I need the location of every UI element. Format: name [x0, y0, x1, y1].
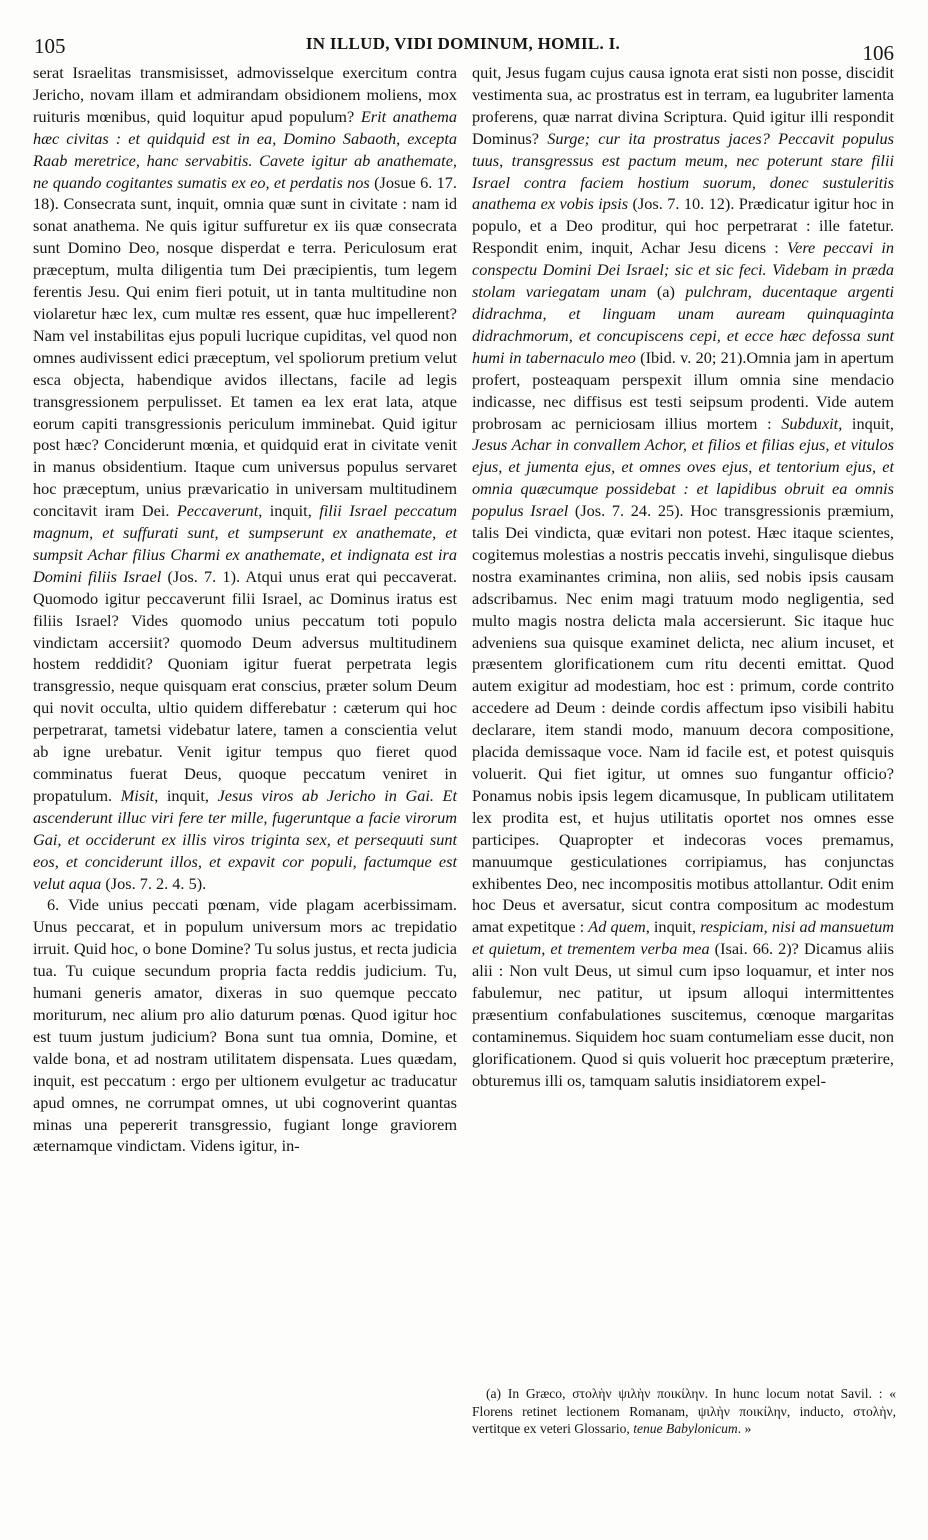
left-column [33, 62, 457, 1157]
right-paragraph-1 [472, 62, 894, 1092]
text-run: (Isai. 66. 2)? Dicamus aliis alii : Non vult Deus, ut simul cum ipso loquamur, et inter nos fabulemur, nec patitur, ut ipsum alloqui intermittentes præsentium confabulationes suscitemus, cœnoque margaritas contaminemus. Siquidem hoc suam contumeliam esse ducit, non glorificationem. Quod si quis voluerit hoc præceptum præterire, obturemus illi os, tamquam salutis insidiatorem expel- [472, 939, 894, 1090]
text-run: (Josue 6. 17. 18). Consecrata sunt, inquit, omnia quæ sunt in civitate : nam id sonat anathema. Ne quis igitur suffuretur ex iis quæ consecrata sunt Domino Deo, nosque disperdat e terra. Periculosum erat præceptum, multa diligentia tum Dei præcipientis, tum legem ferentis Jesu. Qui enim fieri potuit, ut in tanta multitudine non violaretur hæc lex, cum multæ res essent, quæ huc impellerent? Nam vel instabilitas ejus populi lucrique cupiditas, vel quod non omnes audivissent edici præceptum, vel spoliorum pretium velut esca objecta, habendique avidos illectans, facile ad legis transgressionem perpulisset. Et tamen ea lex erat lata, atque eorum capiti transgressionis periculum imminebat. Quid igitur post hæc? Conciderunt mœnia, et quidquid erat in civitate venit in manus obsidentium. Itaque cum universus populus servaret hoc præceptum, unius prævaricatio in universam multitudinem concitavit iram Dei. [33, 172, 457, 521]
scripture-quote: filii Israel peccatum magnum, et suffurati sunt, et sumpserunt ex anathemate, et sumpsit Achar filius Charmi ex anathemate, et indignata est ira Domini filiis Israel [33, 501, 457, 586]
scripture-quote: Surge; cur ita prostratus jaces? Peccavit populus tuus, transgressus est pactum meum, nec poterunt stare filii Israel contra faciem hostium suorum, donec sustuleritis anathema ex vobis ipsis [472, 128, 894, 214]
text-run: , inquit, [645, 917, 701, 937]
text-run: quit, Jesus fugam cujus causa ignota erat sisti non posse, discidit vestimenta sua, ac prostratus est in terram, ea lugubriter lamenta proferens, quæ narrat divina Scriptura. Quid igitur illi respondit Dominus? [472, 63, 894, 148]
footnote-a [472, 1385, 896, 1438]
right-column [472, 62, 894, 1092]
scripture-quote: Erit anathema hæc civitas : et quidquid est in ea, Domino Sabaoth, excepta Raab meretrice, hanc servabitis. Cavete igitur ab anathemate, ne quando cogitantes sumatis ex eo, et perdatis nos [33, 106, 457, 192]
running-header [30, 28, 896, 65]
left-paragraph-2 [33, 894, 457, 1157]
text-run: , inquit, [258, 501, 320, 521]
footnote-italic: tenue Babylonicum [633, 1421, 738, 1436]
scripture-quote: Jesus Achar in convallem Achor, et filios et filias ejus, et vitulos ejus, et jumenta ejus, et omnes oves ejus, et tentorium ejus, et omnia quæcumque possidebat : et lapidibus obruit ea omnis populus Israel [472, 435, 894, 521]
right-page-number: 106 [862, 41, 894, 65]
text-run: . » [737, 1421, 752, 1436]
running-title: IN ILLUD, VIDI DOMINUM, HOMIL. I. [305, 34, 621, 53]
text-run: (Jos. 7. 2. 4. 5). [101, 873, 207, 893]
footnote [472, 1385, 896, 1438]
text-run: (Jos. 7. 10. 12). Prædicatur igitur hoc in populo, et a Deo proditur, qui hoc perpetrarat : ille fatetur. Respondit enim, inquit, Achar Jesu dicens : [472, 194, 895, 258]
scripture-quote: respiciam, nisi ad mansuetum et quietum, et trementem verba mea [472, 917, 895, 959]
scripture-quote: pulchram, ducentaque argenti didrachma, et linguam unam auream quinquaginta didrachmorum, et concupiscens cepi, et ecce hæc defossa sunt humi in tabernaculo meo [472, 282, 894, 367]
scripture-quote: Jesus viros ab Jericho in Gai. Et ascenderunt illuc viri fere ter mille, fugeruntque a facie virorum Gai, et occiderunt ex illis viros triginta sex, et persequuti sunt eos, et conciderunt illos, et expavit cor populi, factumque est velut aqua [33, 785, 458, 893]
text-run: (Ibid. v. 20; 21).Omnia jam in apertum profert, posteaquam perspexit illum omnia sine mendacio indicasse, nec diffisus est testi seipsum prodenti. Vide autem probrosam ac perniciosam illius mortem : [472, 347, 894, 433]
scripture-quote: Vere peccavi in conspectu Domini Dei Israel; sic et sic feci. Videbam in præda stolam variegatam unam [472, 238, 894, 302]
scripture-quote: Subduxit [781, 413, 839, 433]
scripture-quote: Ad quem [588, 917, 646, 937]
text-run: , inquit, [154, 785, 218, 805]
text-run: (Jos. 7. 1). Atqui unus erat qui peccaverat. Quomodo igitur peccaverunt filii Israel, ac Dominus iratus est filiis Israel? Vides quomodo unius peccatum toti populo vindictam accersiit? quomodo Deum adversus multitudinem hostem reddidit? Quoniam igitur fuerat perpetrata legis transgressio, neque quisquam erat conscius, præter solum Deum qui novit occulta, ultio quidem differebatur : cæterum qui hoc perpetrarat, tametsi videbatur latere, tamen a conscientia velut ab igne urebatur. Venit igitur tempus quo fieret quod comminatus fuerat Deus, quoque peccatum veniret in propatulum. [33, 566, 457, 805]
left-page-number: 105 [34, 34, 66, 58]
scripture-quote: Misit [120, 785, 155, 805]
text-run: 6. Vide unius peccati pœnam, vide plagam acerbissimam. Unus peccarat, et in populum universum mors ac trepidatio irruit. Quid hoc, o bone Domine? Tu solus justus, et recta judicia tua. Tu cuique secundum propria facta reddis judicium. Tu, humani generis amator, dixeras in suo quemque peccato moriturum, nec alium pro alio daturum pœnas. Quod igitur hoc est tuum justum judicium? Bona sunt tua omnia, Domine, et valde bona, et ad nostram utilitatem dispensata. Lues quædam, inquit, est peccatum : ergo per ultionem evulgetur ac traducatur apud omnes, ne corrumpat omnes, ut ubi cognoverint quantas minas una pepererit transgressio, fugiant longe graviorem æternamque vindictam. Videns igitur, in- [33, 895, 457, 1156]
text-run: , inquit, [838, 413, 894, 433]
text-run: (a) In Græco, στολὴν ψιλὴν ποικίλην. In hunc locum notat Savil. : « Florens retinet lectionem Romanam, ψιλὴν ποικίλην, inducto, στολὴν, vertitque ex veteri Glossario, [472, 1386, 896, 1436]
left-paragraph-1 [33, 62, 457, 894]
footnote-marker: (a) [646, 282, 686, 302]
scripture-quote: Peccaverunt [176, 501, 259, 521]
text-run: (Jos. 7. 24. 25). Hoc transgressionis præmium, talis Dei vindicta, quæ evitari non potest. Hæc itaque scientes, cogitemus molestias a nostris peccatis invehi, singulisque diebus nostra examinantes crimina, non aliis, sed nobis ipsis causam adscribamus. Nec enim magi tratuum modo negligentia, sed multo magis nostra delicta mala accersierunt. Sic itaque huc adveniens sua quisque examinet delicta, nec alium incuset, et præsentem glorificationem cum ritu decenti emittat. Quod autem exigitur ad modestiam, hoc est : primum, corde contrito accedere ad Deum : deinde cordis affectum ipso visibili habitu declarare, item standi modo, manuum decora compositione, placida demissaque voce. Nam id facile est, et potest quisquis voluerit. Qui fiet igitur, ut omnes suo fungantur officio? Ponamus nobis ipsis legem dicamusque, In publicam utilitatem lex prodita est, et hujus utilitatis oportet nos omnes esse participes. Quapropter et indecoras voces premamus, manuumque gesticulationes corripiamus, has conjunctas exhibentes Deo, nec incompositis motibus attollantur. Odit enim hoc Deus et aversatur, sicut contra compositum ac modestum amat expetitque : [472, 501, 895, 937]
text-run: serat Israelitas transmisisset, admovisselque exercitum contra Jericho, novam illam et admirandam obsidionem moliens, mox ruituris mœnibus, quid loquitur apud populum? [33, 63, 457, 126]
